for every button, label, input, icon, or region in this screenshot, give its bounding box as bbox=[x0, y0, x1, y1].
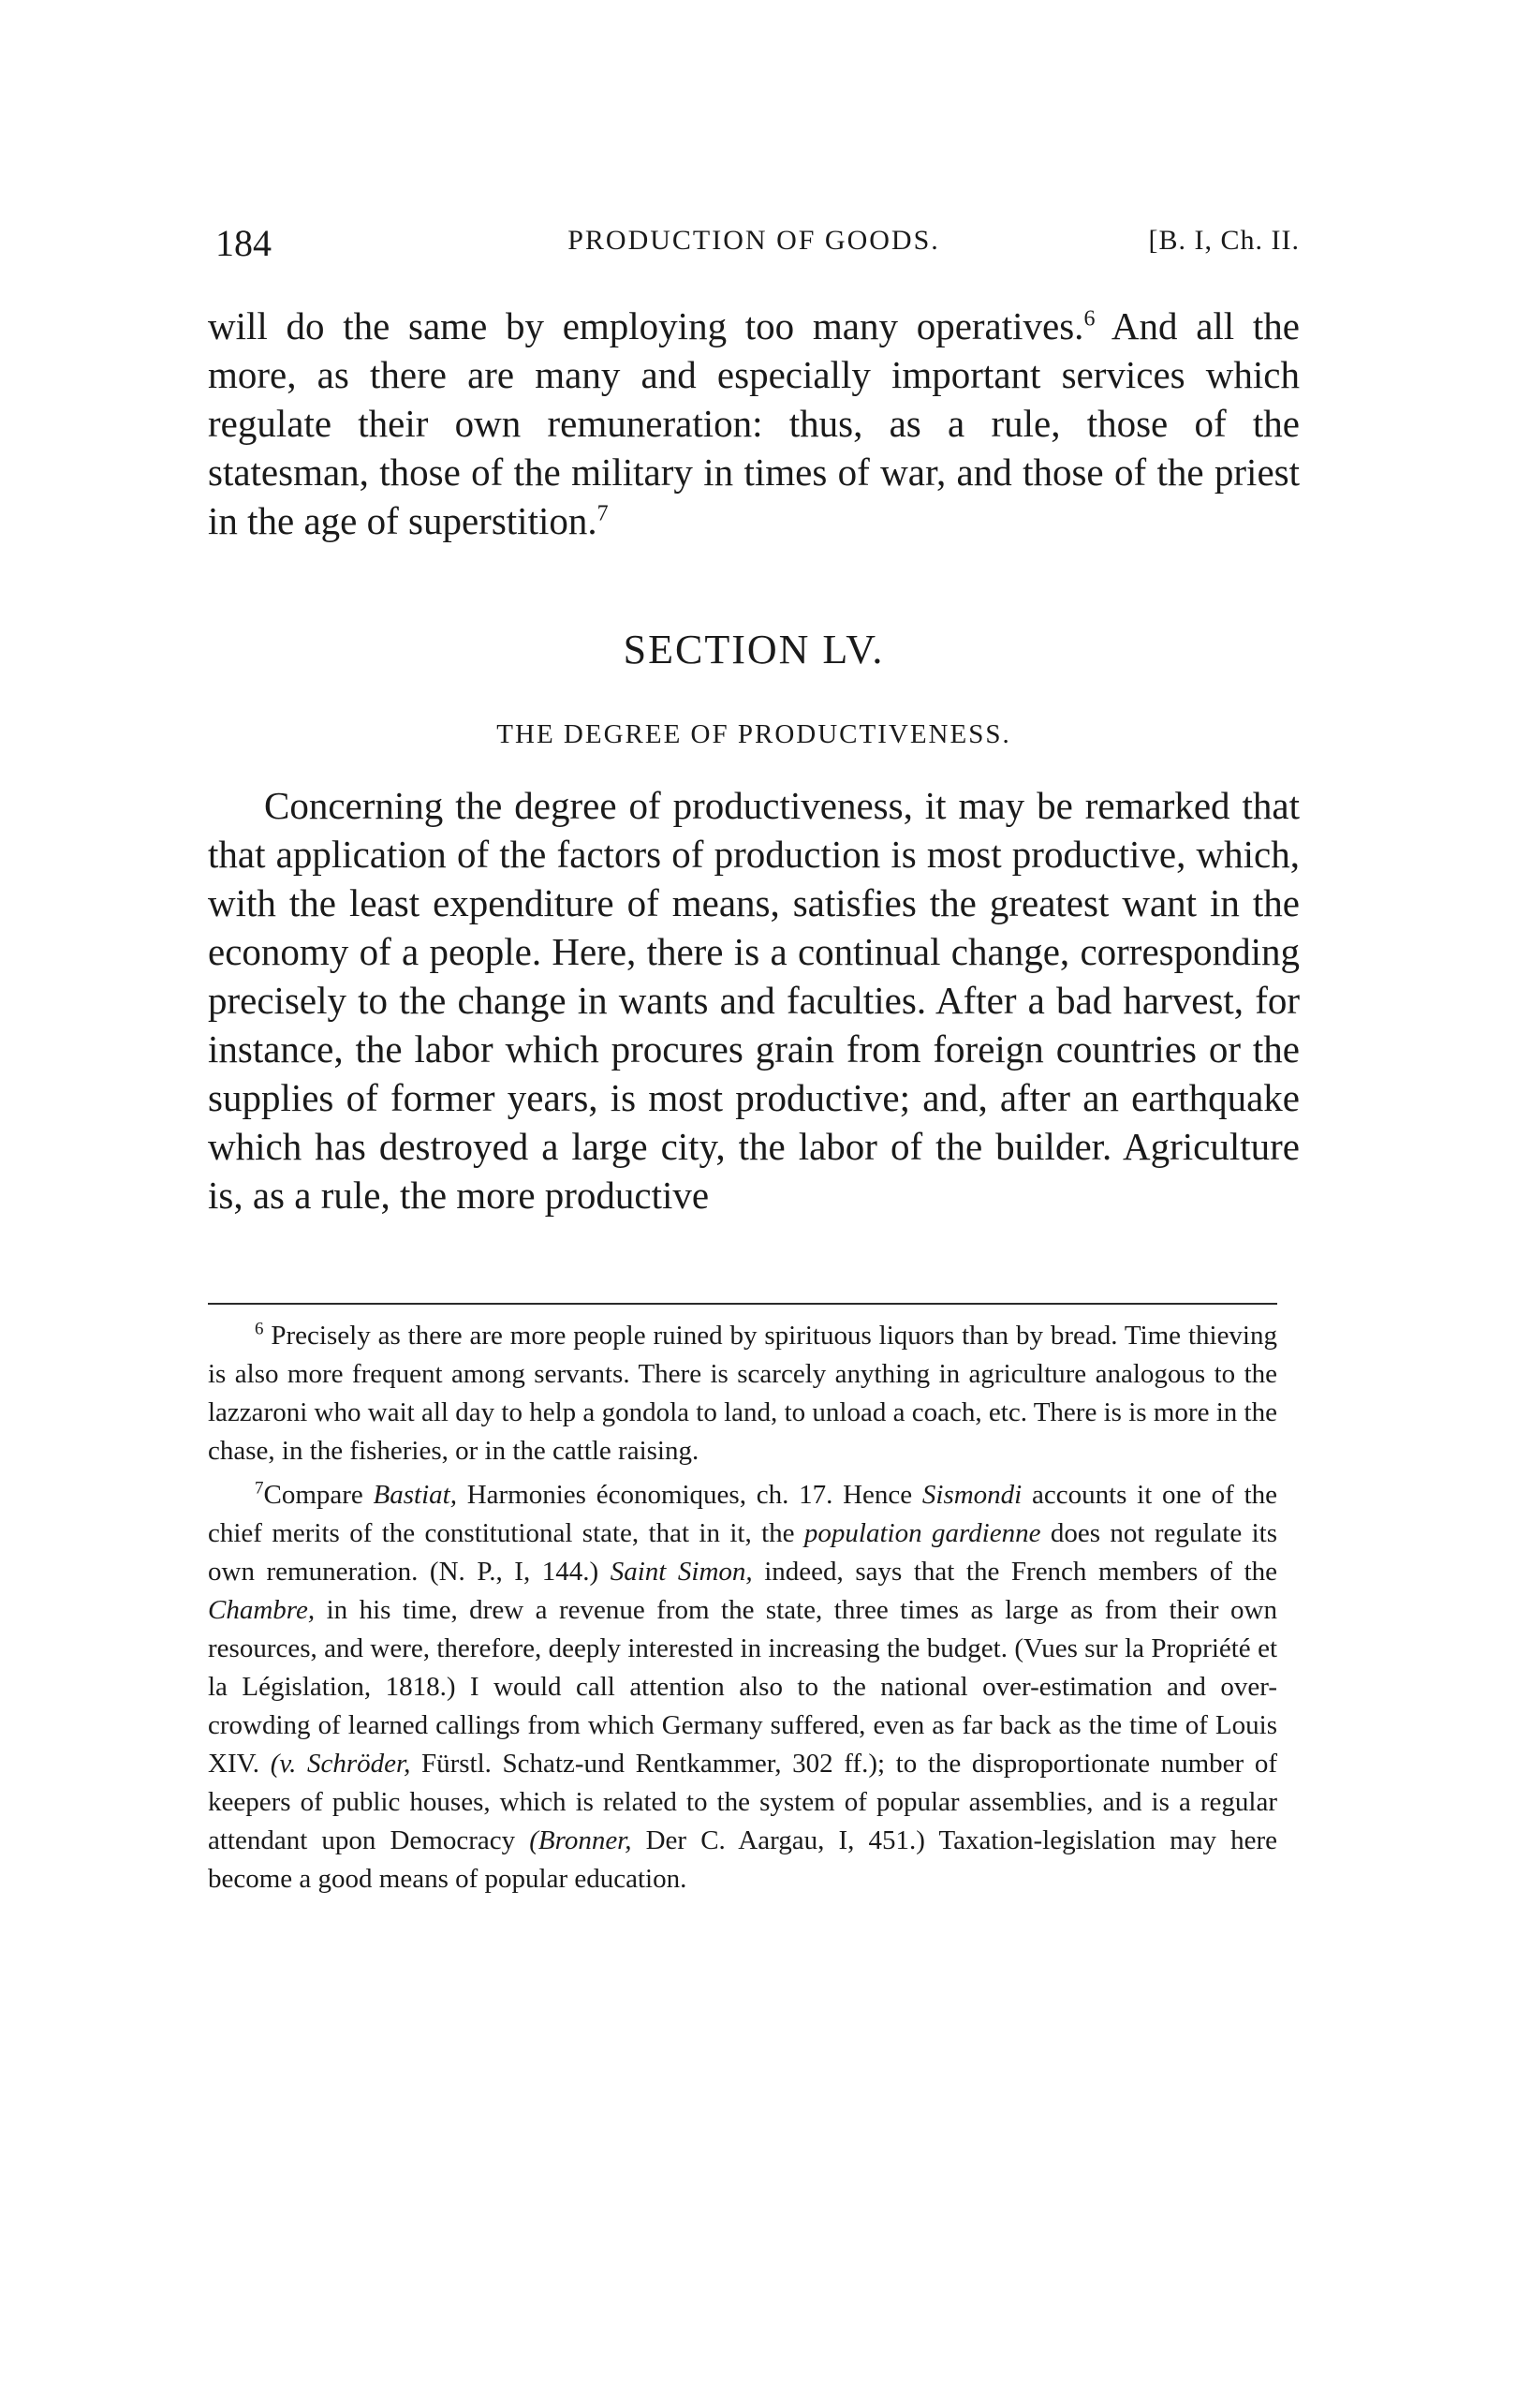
footnote-text: indeed, says that the French members of the bbox=[752, 1557, 1278, 1587]
footnote-text: Compare bbox=[263, 1480, 374, 1510]
body-paragraph-continuation bbox=[208, 302, 1300, 545]
page-number: 184 bbox=[215, 222, 272, 264]
footnote-text: Harmonies économiques, ch. 17. Hence bbox=[456, 1480, 922, 1510]
footnote-text: Fürstl. Schatz-und Rentkammer, 302 ff.); to the disproportionate number of keepers of public houses, which is related to the system of popular assemblies, and is a regular attendant upon Democracy bbox=[208, 1749, 1278, 1855]
footnote-text: accounts it one of the chief merits of the constitutional state, that in it, the bbox=[208, 1480, 1277, 1548]
footnote-divider bbox=[208, 1303, 1277, 1305]
footnotes bbox=[208, 1317, 1277, 1904]
author-name: (Bronner, bbox=[529, 1825, 632, 1855]
footnote-mark: 7 bbox=[255, 1478, 264, 1499]
author-name: Sismondi bbox=[921, 1480, 1023, 1510]
footnote-text: Der C. Aargau, I, 451.) Taxation-legislation may here become a good means of popular education. bbox=[208, 1825, 1277, 1894]
running-header bbox=[208, 221, 1300, 268]
chapter-reference: [B. I, Ch. II. bbox=[1148, 225, 1300, 256]
section-title: SECTION LV. bbox=[623, 627, 885, 672]
footnote-text: in his time, drew a revenue from the state, three times as large as from their own resources, and were, therefore, deeply interested in increasing the budget. (Vues sur la Propriété et la Législation, 1818.) I would call attention also to the national over-estimation and over-crowding of learned callings from which Germany suffered, even as far back as the time of Louis XIV. bbox=[208, 1595, 1277, 1779]
footnote-reference-6[interactable]: 6 bbox=[1083, 306, 1096, 332]
italic-term: Chambre, bbox=[208, 1595, 316, 1625]
footnote-reference-7[interactable]: 7 bbox=[596, 501, 609, 526]
footnote-7 bbox=[208, 1476, 1277, 1898]
body-paragraph: Concerning the degree of productiveness, it may be remarked that that application of the factors of production is most productive, which, with the least expenditure of means, satisfies the greatest want in the economy of a people. Here, there is a continual change, corresponding precisely to the change in wants and faculties. After a bad harvest, for instance, the labor which procures grain from foreign countries or the supplies of former years, is most productive; and, after an earthquake which has destroyed a large city, the labor of the builder. Agriculture is, as a rule, the more productive bbox=[208, 784, 1300, 1217]
footnote-text: does not regulate its own remuneration. (N. P., I, 144.) bbox=[208, 1518, 1277, 1587]
running-title: PRODUCTION OF GOODS. bbox=[567, 225, 940, 256]
author-name: Bastiat, bbox=[373, 1480, 457, 1510]
footnote-mark: 6 bbox=[255, 1319, 264, 1339]
author-name: Saint Simon, bbox=[610, 1557, 753, 1587]
footnote-6 bbox=[208, 1317, 1277, 1470]
italic-term: population gardienne bbox=[803, 1518, 1041, 1548]
footnote-text: Precisely as there are more people ruined by spirituous liquors than by bread. Time thieving is also more frequent among servants. There is scarcely anything in agriculture analogous to the lazzaroni who wait all day to help a gondola to land, to unload a coach, etc. There is is more in the chase, in the fisheries, or in the cattle raising. bbox=[208, 1321, 1277, 1466]
section-subtitle: THE DEGREE OF PRODUCTIVENESS. bbox=[496, 719, 1011, 749]
author-name: (v. Schröder, bbox=[270, 1749, 411, 1779]
paragraph-text: will do the same by employing too many operatives. bbox=[208, 304, 1084, 347]
paragraph-text: And all the more, as there are many and especially important services which regulate their own remuneration: thus, as a rule, those of the statesman, those of the military in times of war, and those of the priest in the age of superstition. bbox=[208, 304, 1301, 542]
